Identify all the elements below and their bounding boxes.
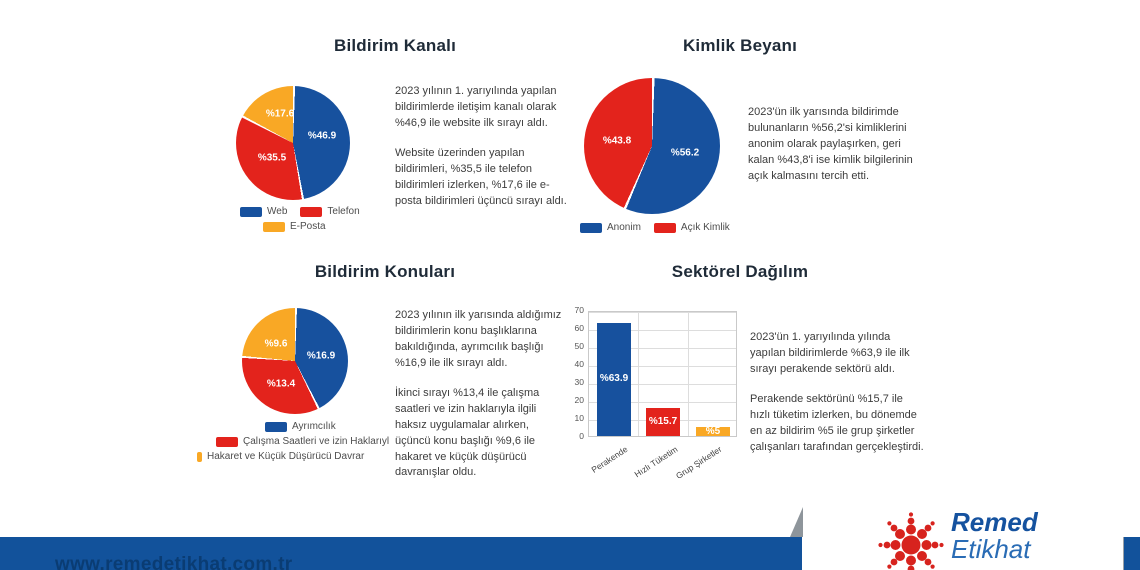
- pie-slice-label: %16.9: [306, 350, 336, 362]
- section-sektorel-dagilim: [565, 256, 925, 481]
- y-axis-tick: 60: [574, 323, 584, 333]
- bar-perakende: [597, 323, 631, 436]
- legend-item-eposta: [263, 221, 326, 232]
- legend-label: Ayrımcılık: [292, 421, 336, 432]
- legend-item-hakaret: [197, 451, 364, 462]
- legend-swatch-blue: [240, 207, 262, 217]
- pie-slice-label: %13.4: [266, 378, 296, 390]
- x-axis-label: Grup Şirketler: [674, 444, 724, 481]
- section-description: [750, 330, 924, 470]
- bar-value-label: %15.7: [648, 416, 678, 428]
- legend-label: Anonim: [607, 222, 641, 233]
- y-axis-tick: 50: [574, 341, 584, 351]
- pie-slice-label: %46.9: [307, 130, 337, 142]
- paragraph: Website üzerinden yapılan bildirimleri, %35,5 ile telefon bildirimleri izlerken, %17,6 ile e-posta bildirimleri üçüncü sırayı aldı.: [395, 146, 567, 207]
- starburst-icon: [875, 509, 947, 570]
- legend-label: E-Posta: [290, 221, 326, 232]
- legend-item-calisma-saatleri: [216, 436, 389, 447]
- bar-grup-sirketler: [696, 427, 730, 436]
- section-description: [395, 308, 567, 495]
- legend-label: Açık Kimlik: [680, 222, 730, 233]
- y-axis-tick: 30: [574, 377, 584, 387]
- brand-logo: [875, 509, 1038, 570]
- legend-row: [197, 451, 364, 462]
- legend-item-acik-kimlik: [654, 222, 730, 233]
- bar-value-label: %5: [705, 425, 721, 437]
- legend-swatch-red: [216, 437, 238, 447]
- legend-swatch-red: [654, 223, 676, 233]
- y-axis-tick: 70: [574, 305, 584, 315]
- section-description: [748, 105, 920, 199]
- legend-label: Telefon: [327, 206, 360, 217]
- section-title: Bildirim Kanalı: [333, 36, 457, 55]
- section-kimlik-beyani: [565, 30, 915, 242]
- paragraph: 2023'ün ilk yarısında bildirimde bulunanların %56,2'si kimliklerini anonim olarak paylaşırken, geri kalan %43,8'i ise kimlik bilgilerinin açık kalmasını tercih etti.: [748, 106, 913, 182]
- brand-text: [951, 509, 1038, 563]
- legend-item-anonim: [580, 222, 641, 233]
- legend-row: [240, 206, 360, 217]
- ribbon-fold: [790, 507, 803, 537]
- pie-slice-label: %9.6: [264, 338, 288, 350]
- footer-right-block: [1123, 537, 1140, 570]
- paragraph: İkinci sırayı %13,4 ile çalışma saatleri ve izin haklarıyla ilgili haksız uygulamalar alırken, üçüncü konu başlığı %9,6 ile hakaret ve küçük düşürücü davranışlar oldu.: [395, 386, 540, 479]
- bar-hizli-tuketim: [646, 408, 680, 436]
- vertical-gridline: [638, 312, 639, 436]
- pie-slice-label: %56.2: [670, 147, 700, 159]
- pie-slice-label: %17.6: [265, 108, 295, 120]
- paragraph: 2023'ün 1. yarıyılında yılında yapılan bildirimlerde %63,9 ile ilk sırayı perakende sektörü aldı.: [750, 331, 910, 375]
- brand-subname: Etikhat: [951, 534, 1031, 564]
- legend-row: [265, 421, 336, 432]
- section-description: [395, 84, 567, 224]
- legend-item-web: [240, 206, 287, 217]
- section-title: Kimlik Beyanı: [682, 36, 798, 55]
- legend-item-ayrimcilik: [265, 421, 336, 432]
- paragraph: 2023 yılının 1. yarıyılında yapılan bildirimlerde iletişim kanalı olarak %46,9 ile website ilk sırayı aldı.: [395, 85, 557, 129]
- bar-plot-area: [588, 311, 737, 437]
- legend-label: Web: [267, 206, 288, 217]
- website-url[interactable]: www.remedetikhat.com.tr: [55, 554, 293, 570]
- y-axis-tick: 20: [574, 395, 584, 405]
- legend-swatch-blue: [580, 223, 602, 233]
- x-axis-label: Perakende: [589, 444, 630, 475]
- brand-name: Remed: [951, 507, 1038, 537]
- pie-slice-label: %43.8: [602, 135, 632, 147]
- legend-row: [216, 436, 389, 447]
- y-axis-tick: 0: [579, 431, 584, 441]
- bar-value-label: %63.9: [599, 373, 629, 385]
- pie-chart-bildirim-kanali: [236, 86, 350, 200]
- section-bildirim-kanali: [230, 30, 567, 242]
- legend-label: Hakaret ve Küçük Düşürücü Davrar: [207, 451, 365, 462]
- paragraph: 2023 yılının ilk yarısında aldığımız bildirimlerin konu başlıklarına bakıldığında, ayrımcılık başlığı %16,9 ile ilk sırayı aldı.: [395, 309, 562, 369]
- legend-swatch-blue: [265, 422, 287, 432]
- legend-swatch-orange: [263, 222, 285, 232]
- vertical-gridline: [688, 312, 689, 436]
- pie-slice-label: %35.5: [257, 152, 287, 164]
- paragraph: Perakende sektörünü %15,7 ile hızlı tüketim izlerken, bu dönemde en az bildirim %5 ile grup şirketler çalışanları tarafından gerçekleştirdi.: [750, 392, 924, 453]
- section-title: Bildirim Konuları: [314, 262, 456, 281]
- y-axis-tick: 10: [574, 413, 584, 423]
- legend-item-telefon: [300, 206, 359, 217]
- legend-swatch-red: [300, 207, 322, 217]
- legend-label: Çalışma Saatleri ve izin Haklarıyl: [243, 436, 390, 447]
- legend-row: [580, 222, 730, 233]
- section-title: Sektörel Dağılım: [671, 262, 809, 281]
- section-bildirim-konulari: [196, 256, 562, 479]
- x-axis-label: Hızlı Tüketim: [632, 444, 680, 480]
- legend-swatch-orange: [197, 452, 202, 462]
- legend-row: [263, 221, 326, 232]
- y-axis-tick: 40: [574, 359, 584, 369]
